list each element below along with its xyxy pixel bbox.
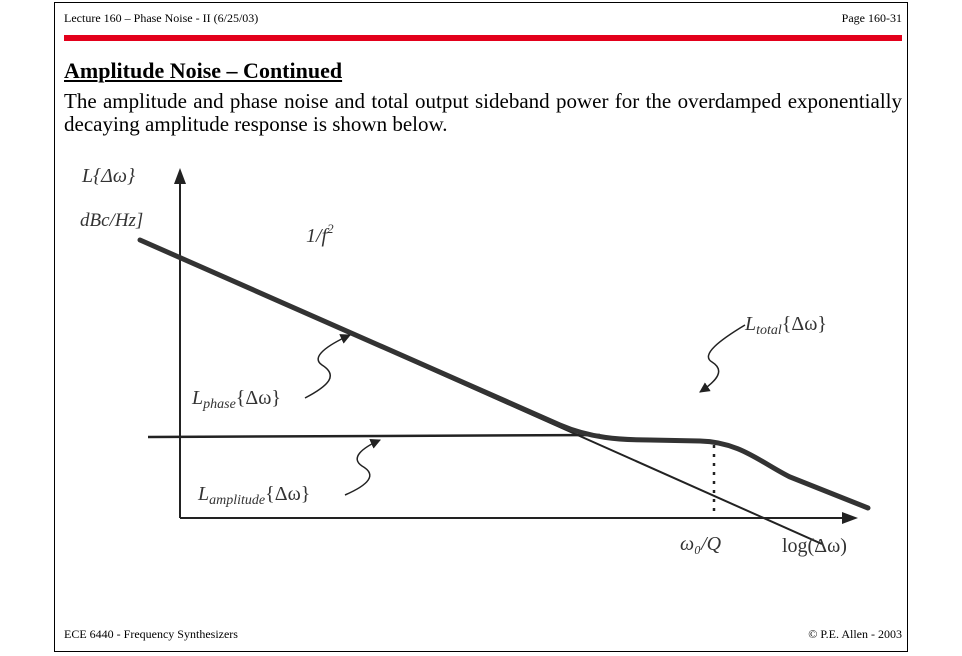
phase-pointer-squiggle: [305, 335, 350, 398]
x-axis-arrowhead: [842, 512, 858, 524]
amplitude-noise-symbol: L: [198, 483, 210, 505]
amplitude-noise-argument: {Δω}: [265, 483, 311, 505]
y-axis-label: L{Δω}: [82, 165, 135, 187]
total-noise-argument: {Δω}: [781, 313, 828, 335]
total-noise-subscript: total: [756, 323, 782, 338]
intro-paragraph: The amplitude and phase noise and total output sideband power for the overdamped exponentially decaying amplitude response is shown below.: [64, 89, 902, 136]
y-axis-unit-label: dBc/Hz]: [80, 210, 144, 231]
footer-copyright: © P.E. Allen - 2003: [808, 627, 902, 641]
slope-label: [306, 221, 334, 247]
phase-noise-subscript: phase: [203, 397, 236, 412]
header-page-number: Page 160-31: [841, 11, 902, 25]
total-noise-symbol: L: [745, 313, 757, 335]
total-noise-label: [744, 313, 827, 338]
header-lecture-info: Lecture 160 – Phase Noise - II (6/25/03): [64, 11, 259, 25]
phase-noise-argument: {Δω}: [235, 387, 282, 409]
slope-label-base: 1/f: [306, 225, 328, 247]
phase-noise-symbol: L: [192, 387, 204, 409]
amplitude-pointer-squiggle: [345, 440, 380, 495]
x-axis-label: log(Δω): [782, 535, 847, 557]
total-pointer-squiggle: [700, 325, 745, 392]
amplitude-noise-label: [197, 483, 310, 508]
amplitude-noise-line: [148, 435, 600, 437]
phase-noise-label: [191, 387, 281, 412]
total-noise-curve: [140, 240, 868, 508]
slope-label-exponent: 2: [327, 221, 334, 236]
footer-course: ECE 6440 - Frequency Synthesizers: [64, 627, 238, 641]
corner-frequency-label: ω₀/Q: [680, 533, 722, 555]
y-axis-arrowhead: [174, 168, 186, 184]
amplitude-noise-subscript: amplitude: [209, 493, 266, 508]
slide-title: Amplitude Noise – Continued: [64, 58, 343, 83]
